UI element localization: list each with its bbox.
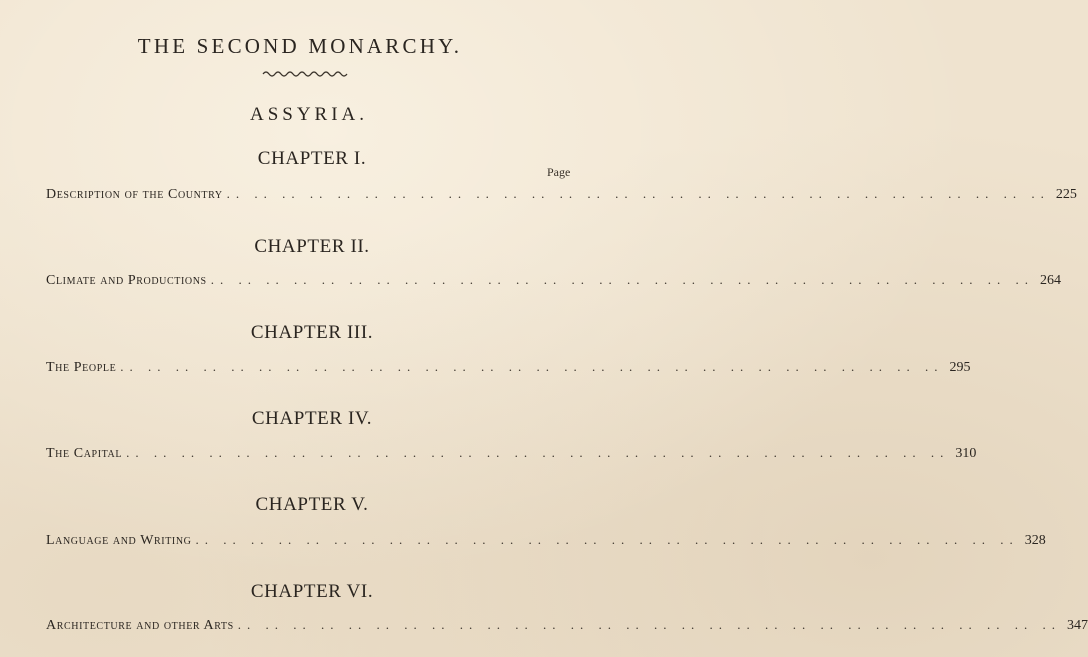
- entry-title: Climate and Productions: [46, 273, 207, 288]
- toc-entry: [46, 617, 1088, 635]
- dot-leader: .. .. .. .. .. .. .. .. .. .. .. .. .. .. .. .. .. .. .. .. .. .. .. .. .. .. .. .. .. ..: [120, 359, 944, 374]
- toc-entry: [46, 359, 971, 377]
- entry-title: Language and Writing: [46, 533, 192, 548]
- entry-page-number: 347: [1067, 618, 1088, 633]
- chapter-heading: CHAPTER II.: [254, 236, 370, 257]
- chapter-heading: CHAPTER IV.: [251, 408, 373, 429]
- section-title: ASSYRIA.: [249, 104, 369, 125]
- chapter-heading: CHAPTER III.: [250, 322, 374, 343]
- entry-title: The People: [46, 360, 117, 375]
- entry-title: Description of the Country: [46, 187, 223, 202]
- dot-leader: .. .. .. .. .. .. .. .. .. .. .. .. .. .. .. .. .. .. .. .. .. .. .. .. .. .. .. .. .. ..: [195, 532, 1019, 547]
- entry-page-number: 264: [1039, 273, 1061, 288]
- wavy-rule-ornament: [263, 70, 349, 78]
- toc-entry: [46, 445, 977, 463]
- chapter-heading: CHAPTER V.: [255, 494, 369, 515]
- page-column-label: Page: [547, 165, 571, 179]
- entry-title: Architecture and other Arts: [46, 618, 234, 633]
- entry-page-number: 225: [1055, 187, 1077, 202]
- dot-leader: .. .. .. .. .. .. .. .. .. .. .. .. .. .. .. .. .. .. .. .. .. .. .. .. .. .. .. .. .. ..: [126, 445, 950, 460]
- entry-page-number: 310: [955, 446, 977, 461]
- entry-page-number: 328: [1024, 533, 1046, 548]
- entry-page-number: 295: [949, 360, 971, 375]
- entry-title: The Capital: [46, 446, 123, 461]
- chapter-heading: CHAPTER VI.: [250, 581, 374, 602]
- toc-entry: [46, 186, 1077, 204]
- dot-leader: .. .. .. .. .. .. .. .. .. .. .. .. .. .. .. .. .. .. .. .. .. .. .. .. .. .. .. .. .. ..: [226, 186, 1050, 201]
- toc-entry: [46, 532, 1046, 550]
- toc-entry: [46, 272, 1061, 290]
- dot-leader: .. .. .. .. .. .. .. .. .. .. .. .. .. .. .. .. .. .. .. .. .. .. .. .. .. .. .. .. .. ..: [237, 617, 1062, 632]
- chapter-heading: CHAPTER I.: [257, 148, 367, 169]
- page-title: THE SECOND MONARCHY.: [137, 34, 463, 58]
- dot-leader: .. .. .. .. .. .. .. .. .. .. .. .. .. .. .. .. .. .. .. .. .. .. .. .. .. .. .. .. .. ..: [210, 272, 1034, 287]
